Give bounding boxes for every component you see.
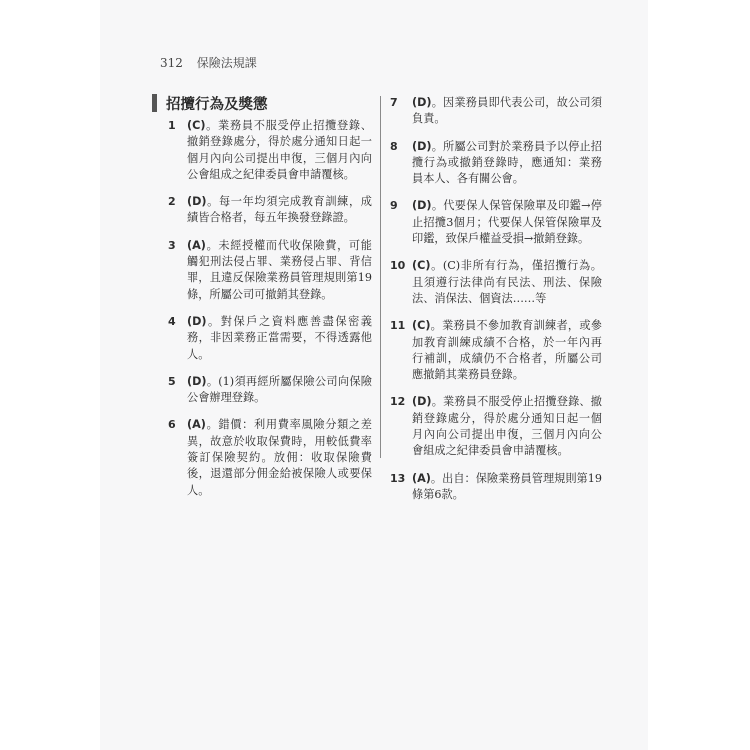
question-number: 11 [390,319,406,333]
explanation-text: 。(C)非所有行為，僅招攬行為。且須遵行法律尚有民法、刑法、保險法、消保法、個資法……等 [412,259,602,305]
explanation-text: 。因業務員即代表公司，故公司須負責。 [412,96,602,126]
explanation-text: 。出自：保險業務員管理規則第19條第6款。 [412,471,602,501]
section-title-text: 招攬行為及獎懲 [166,96,268,113]
question-number: 4 [168,314,176,328]
explanation-text: 。錯價：利用費率風險分類之差異，故意於收取保費時，用較低費率簽訂保險契約。放佣：收取保險費後，退還部分佣金給被保險人或要保人。 [187,418,372,497]
explanation-text: 。業務員不參加教育訓練者，或參加教育訓練成績不合格，於一年內再行補訓，成績仍不合格者，所屬公司應撤銷其業務員登錄。 [412,319,602,382]
answer-item [168,314,372,363]
answer-item [390,471,602,504]
running-header [160,54,257,71]
answer-item [390,139,602,188]
explanation-text: 。代要保人保管保險單及印鑑→停止招攬3個月；代要保人保管保險單及印鑑，致保戶權益受損→撤銷登錄。 [412,199,602,246]
book-title: 保險法規課 [196,56,257,70]
answer-choice: (D) [412,199,432,213]
heading-marker-bar [152,94,157,112]
answer-item [390,258,602,307]
answer-choice: (D) [412,96,432,109]
answer-item [390,394,602,459]
answer-item [390,198,602,247]
answers-left-column [168,118,372,510]
answer-choice: (A) [187,238,206,252]
explanation-text: 。業務員不服受停止招攬登錄、撤銷登錄處分，得於處分通知日起一個月內向公司提出申復，三個月內向公會組成之紀律委員會申請覆核。 [412,395,602,458]
explanation-text: 。每一年均須完成教育訓練，成績皆合格者，每五年換發登錄證。 [187,195,372,225]
question-number: 13 [390,471,406,485]
question-number: 6 [168,418,176,432]
answer-item [168,194,372,227]
question-number: 10 [390,259,406,273]
question-number: 8 [390,139,398,153]
answer-choice: (D) [412,139,432,153]
answer-choice: (D) [187,195,207,209]
explanation-text: 。對保戶之資料應善盡保密義務，非因業務正當需要，不得透露他人。 [187,314,372,361]
explanation-text: 。(1)須再經所屬保險公司向保險公會辦理登錄。 [187,374,372,405]
column-divider [380,96,381,458]
page-number: 312 [160,56,183,70]
answer-choice: (D) [412,395,432,409]
answer-item [390,95,602,128]
answer-choice: (C) [412,259,431,273]
question-number: 7 [390,96,398,109]
question-number: 9 [390,199,398,213]
answer-item [168,118,372,183]
answer-item [390,318,602,383]
answer-choice: (A) [412,471,431,485]
question-number: 1 [168,119,176,132]
answer-choice: (C) [187,119,206,132]
answer-choice: (D) [187,374,207,388]
answer-choice: (D) [187,314,207,328]
question-number: 12 [390,395,406,409]
answer-choice: (A) [187,418,206,432]
answer-item [168,374,372,407]
question-number: 5 [168,374,176,388]
answer-item [168,417,372,498]
question-number: 2 [168,195,176,209]
explanation-text: 。業務員不服受停止招攬登錄、撤銷登錄處分，得於處分通知日起一個月內向公司提出申復，三個月內向公會組成之紀律委員會申請覆核。 [187,119,372,181]
answer-item [168,238,372,303]
answers-right-column [390,95,602,514]
explanation-text: 。所屬公司對於業務員予以停止招攬行為或撤銷登錄時，應通知：業務員本人、各有關公會。 [412,139,602,186]
section-heading [152,93,268,113]
explanation-text: 。未經授權而代收保險費，可能觸犯刑法侵占罪、業務侵占罪、背信罪，且違反保險業務員管理規則第19條，所屬公司可撤銷其登錄。 [187,238,372,301]
answer-choice: (C) [412,319,431,333]
question-number: 3 [168,238,176,252]
